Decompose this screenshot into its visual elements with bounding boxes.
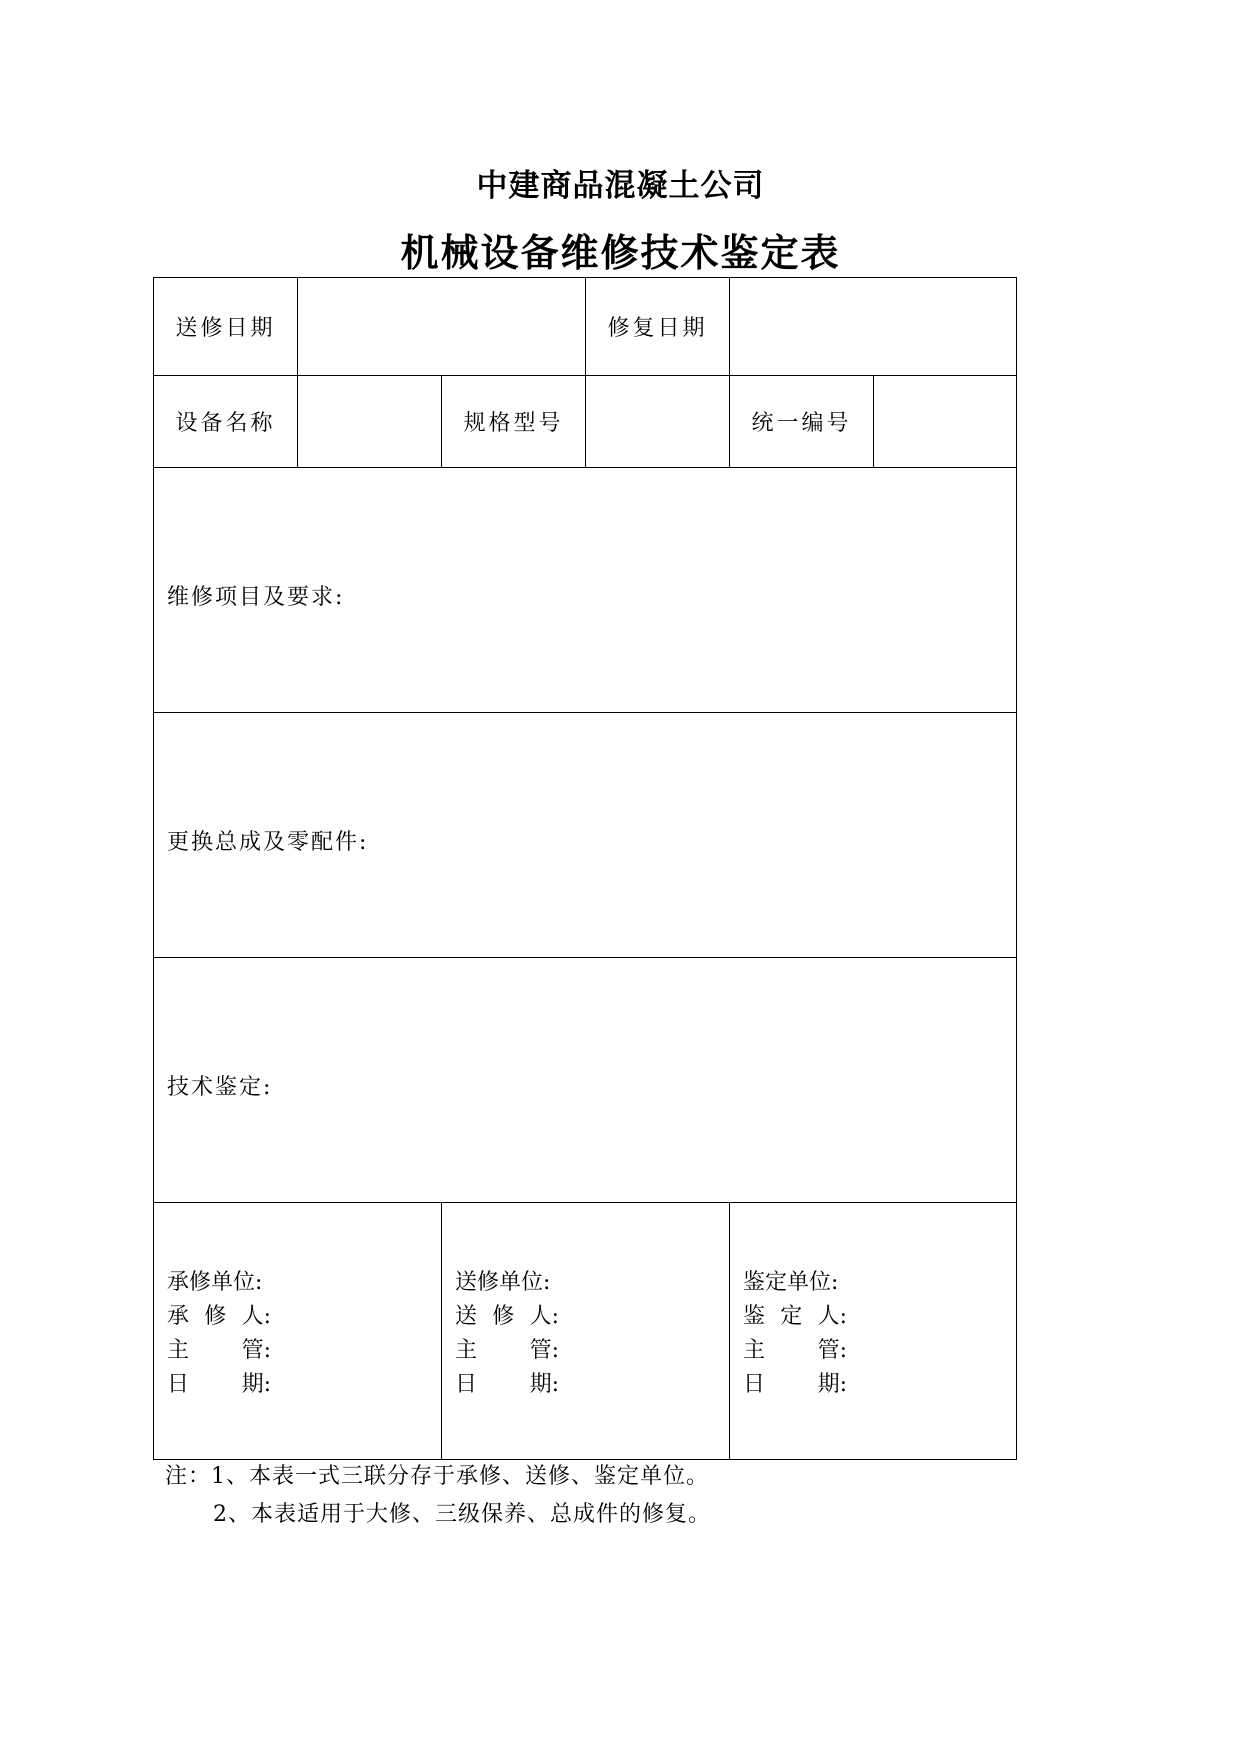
tech-appraisal-row	[154, 958, 1017, 1203]
send-date-sig-label-1: 日	[455, 1372, 478, 1397]
send-supervisor-label-1: 主	[455, 1338, 478, 1363]
unified-number-label: 统一编号	[730, 376, 874, 468]
tech-appraisal-field[interactable]	[154, 958, 1017, 1203]
repair-items-field[interactable]	[154, 468, 1017, 713]
repair-date-sig-label-1: 日	[167, 1372, 190, 1397]
equipment-name-field[interactable]	[298, 376, 442, 468]
repairer-label-2: 修	[204, 1304, 227, 1329]
send-date-label: 送修日期	[154, 278, 298, 376]
repairer-label-1: 承	[167, 1304, 190, 1329]
sender-label-2: 修	[492, 1304, 515, 1329]
appraisal-unit-label: 鉴定单位:	[743, 1270, 839, 1295]
signature-row	[154, 1203, 1017, 1460]
tech-appraisal-label: 技术鉴定:	[167, 1074, 273, 1100]
appraisal-date-sig-label-1: 日	[743, 1372, 766, 1397]
sender-label-1: 送	[455, 1304, 478, 1329]
repair-unit-label: 承修单位:	[167, 1270, 263, 1295]
appraiser-label-3: 人:	[817, 1304, 847, 1329]
send-supervisor-label-2: 管:	[529, 1338, 559, 1363]
company-name: 中建商品混凝土公司	[476, 168, 765, 204]
repair-supervisor-label-2: 管:	[241, 1338, 271, 1363]
spec-model-field[interactable]	[586, 376, 730, 468]
sender-label-3: 人:	[529, 1304, 559, 1329]
appraiser-label-2: 定	[780, 1304, 803, 1329]
repair-items-row	[154, 468, 1017, 713]
note-line-2: 2、本表适用于大修、三级保养、总成件的修复。	[213, 1502, 711, 1527]
replaced-parts-field[interactable]	[154, 713, 1017, 958]
repair-items-label: 维修项目及要求:	[167, 584, 345, 610]
send-date-sig-label-2: 期:	[529, 1372, 559, 1397]
appraisal-supervisor-label-1: 主	[743, 1338, 766, 1363]
spec-model-label: 规格型号	[442, 376, 586, 468]
repairer-label-3: 人:	[241, 1304, 271, 1329]
form-title: 机械设备维修技术鉴定表	[400, 230, 841, 275]
equipment-row	[154, 376, 1017, 468]
appraisal-date-sig-label-2: 期:	[817, 1372, 847, 1397]
repair-date-field[interactable]	[730, 278, 1017, 376]
send-unit-signature-cell[interactable]	[442, 1203, 730, 1460]
repair-supervisor-label-1: 主	[167, 1338, 190, 1363]
appraisal-unit-signature-cell[interactable]	[730, 1203, 1017, 1460]
note-line-1: 注：1、本表一式三联分存于承修、送修、鉴定单位。	[165, 1464, 709, 1489]
send-date-field[interactable]	[298, 278, 586, 376]
appraiser-label-1: 鉴	[743, 1304, 766, 1329]
appraisal-form-table	[153, 277, 1017, 1460]
repair-date-label: 修复日期	[586, 278, 730, 376]
replaced-parts-label: 更换总成及零配件:	[167, 829, 369, 855]
repair-unit-signature-cell[interactable]	[154, 1203, 442, 1460]
date-row	[154, 278, 1017, 376]
send-unit-label: 送修单位:	[455, 1270, 551, 1295]
replaced-parts-row	[154, 713, 1017, 958]
repair-date-sig-label-2: 期:	[241, 1372, 271, 1397]
form-notes	[165, 1458, 711, 1534]
equipment-name-label: 设备名称	[154, 376, 298, 468]
appraisal-supervisor-label-2: 管:	[817, 1338, 847, 1363]
unified-number-field[interactable]	[874, 376, 1017, 468]
